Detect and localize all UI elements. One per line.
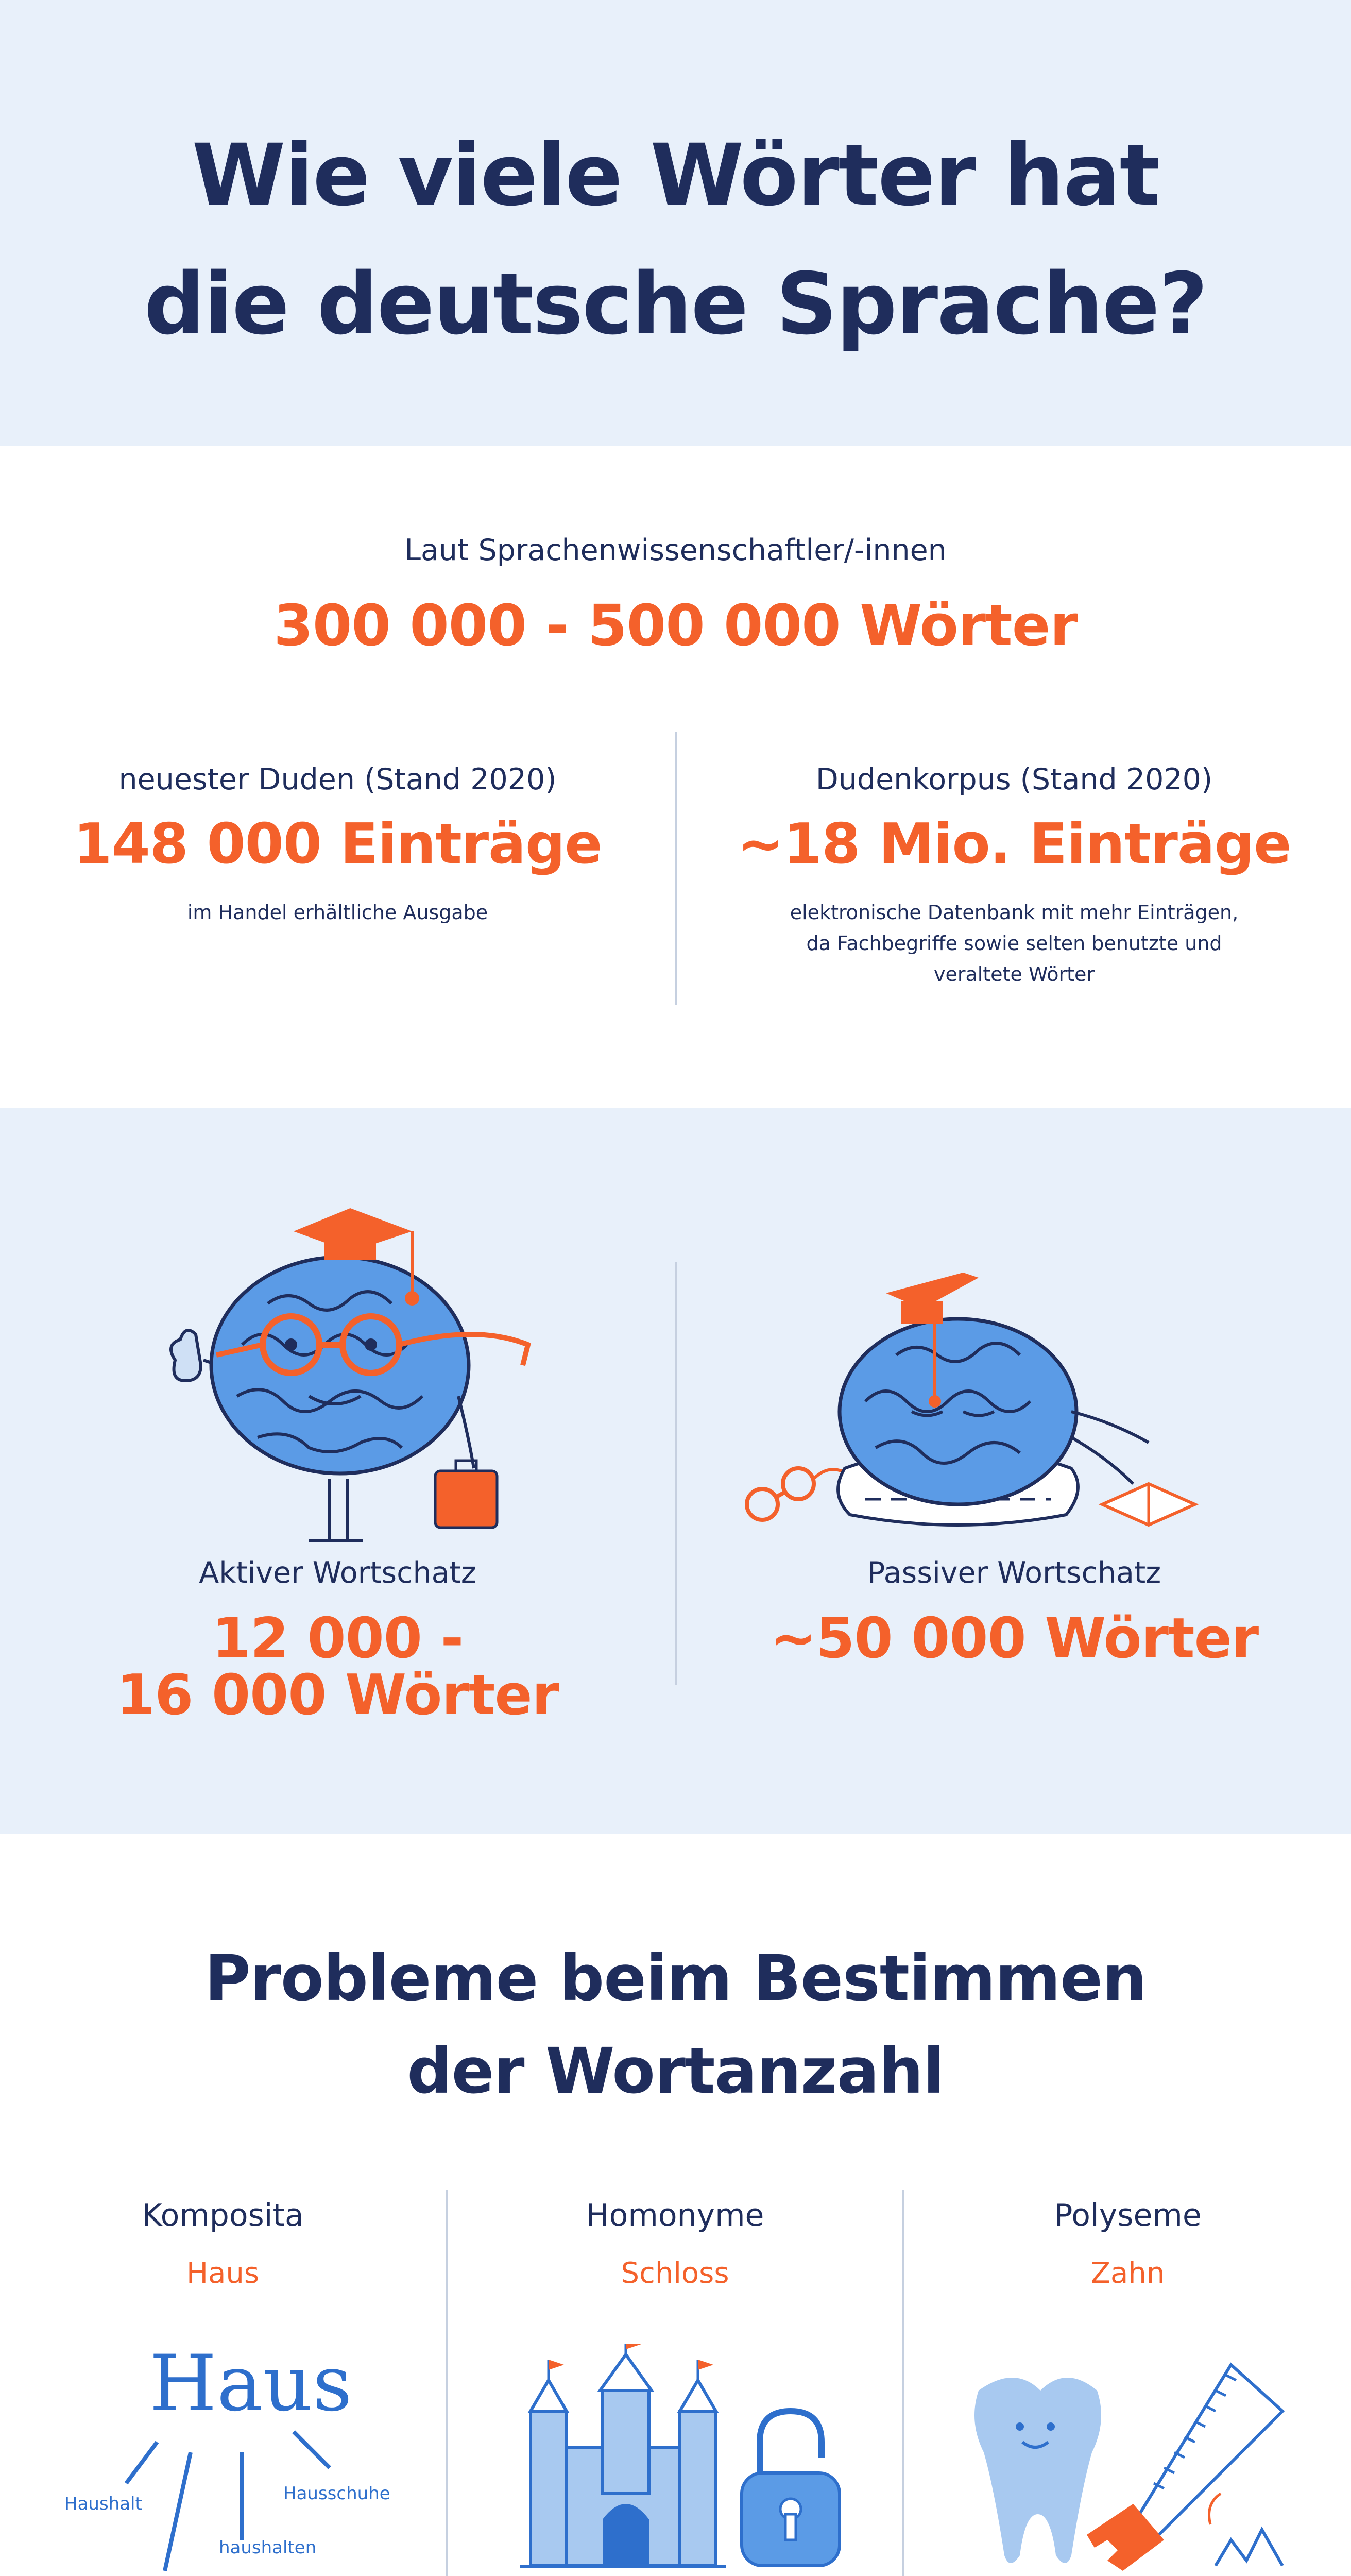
saw-icon — [1087, 2365, 1282, 2571]
duden-left-title: neuester Duden (Stand 2020) — [118, 762, 557, 796]
tooth-icon — [974, 2378, 1101, 2563]
problems-title-line-1: Probleme beim Bestimmen — [204, 1942, 1147, 2015]
duden-left-column — [0, 762, 675, 928]
problem-polyseme-title: Polyseme — [1054, 2197, 1202, 2233]
arrow-icon — [1209, 2494, 1221, 2524]
open-book-icon — [1102, 1484, 1195, 1525]
problem-komposita-word: Haus — [186, 2257, 260, 2290]
problem-polyseme-word: Zahn — [1090, 2257, 1165, 2290]
intro-value: 300 000 - 500 000 Wörter — [273, 592, 1078, 658]
briefcase-icon — [435, 1461, 497, 1528]
passive-vocab-title: Passiver Wortschatz — [867, 1556, 1161, 1590]
duden-right-column — [677, 762, 1351, 990]
duden-right-note-line-2: da Fachbegriffe sowie selten benutzte und — [806, 932, 1222, 955]
page-title-line-1: Wie viele Wörter hat — [192, 126, 1159, 225]
problem-homonyme — [448, 2197, 902, 2290]
komposita-word-haushalten: haushalten — [219, 2537, 317, 2558]
active-vocab-column — [0, 1556, 675, 1727]
komposita-word-haushalt: Haushalt — [64, 2494, 142, 2514]
mountain-teeth-icon — [1216, 2530, 1282, 2566]
duden-right-note-line-1: elektronische Datenbank mit mehr Einträgen, — [790, 901, 1239, 924]
padlock-icon — [742, 2411, 840, 2566]
problem-polyseme — [904, 2197, 1351, 2290]
komposita-word-tree — [31, 2329, 422, 2576]
problems-title — [0, 1932, 1351, 2117]
duden-left-note: im Handel erhältliche Ausgabe — [187, 901, 488, 924]
active-vocab-value-line-1: 12 000 - — [212, 1606, 464, 1671]
problem-homonyme-word: Schloss — [621, 2257, 729, 2290]
duden-right-title: Dudenkorpus (Stand 2020) — [815, 762, 1213, 796]
active-vocab-value — [0, 1606, 675, 1727]
arms-icon — [1071, 1412, 1149, 1484]
castle-icon — [520, 2344, 726, 2567]
problem-komposita-title: Komposita — [142, 2197, 304, 2233]
brain-icon — [211, 1257, 469, 1473]
page-title-line-2: die deutsche Sprache? — [144, 255, 1207, 353]
komposita-main-word: Haus — [149, 2339, 352, 2429]
intro-label: Laut Sprachenwissenschaftler/-innen — [404, 533, 947, 567]
brain-icon — [840, 1319, 1076, 1504]
duden-left-value: 148 000 Einträge — [73, 812, 602, 876]
passive-vocab-column — [677, 1556, 1351, 1671]
passive-brain-illustration — [731, 1242, 1205, 1561]
problems-title-line-2: der Wortanzahl — [407, 2035, 944, 2108]
legs-icon — [309, 1479, 363, 1540]
active-brain-illustration — [155, 1190, 556, 1561]
duden-right-value: ~18 Mio. Einträge — [737, 812, 1291, 876]
active-vocab-title: Aktiver Wortschatz — [199, 1556, 476, 1590]
duden-right-note-line-3: veraltete Wörter — [933, 963, 1095, 986]
komposita-word-hausschuhe: Hausschuhe — [283, 2483, 390, 2504]
homonyme-illustration — [520, 2344, 850, 2576]
active-vocab-value-line-2: 16 000 Wörter — [116, 1663, 559, 1727]
passive-vocab-value: ~50 000 Wörter — [769, 1606, 1259, 1671]
polyseme-illustration — [968, 2360, 1298, 2576]
page-title — [0, 111, 1351, 368]
problem-homonyme-title: Homonyme — [586, 2197, 764, 2233]
duden-right-note — [677, 897, 1351, 990]
problem-komposita — [0, 2197, 446, 2290]
